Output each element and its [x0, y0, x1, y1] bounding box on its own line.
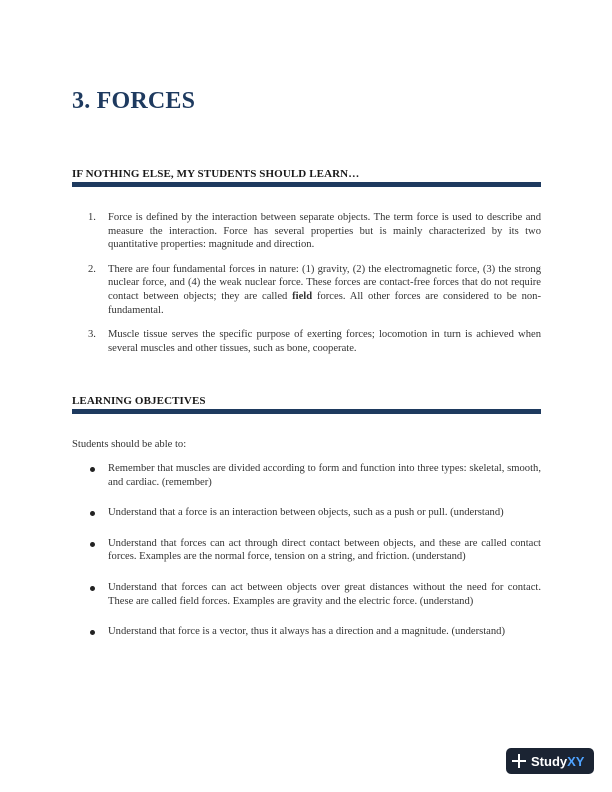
section-rule: [72, 409, 541, 414]
list-item-text: Muscle tissue serves the specific purpose of exerting forces; locomotion in turn is achieved when several muscles and other tissues, such as bone, cooperate.: [108, 329, 541, 354]
list-number: 2.: [88, 263, 96, 275]
bullet-icon: [90, 542, 95, 547]
list-item: [88, 625, 541, 639]
page-title: 3. FORCES: [72, 88, 196, 114]
studyxy-logo[interactable]: [506, 748, 594, 774]
list-number: 1.: [88, 212, 96, 223]
bullet-icon: [90, 511, 95, 516]
list-item-text: Force is defined by the interaction between separate objects. The term force is used to describe and measure the interaction. Force has several properties but is mainly characterized by its two quantitative properties: magnitude and direction.: [108, 212, 541, 251]
bold-term: field: [292, 290, 313, 302]
list-number: 3.: [88, 329, 96, 341]
objectives-list: [88, 462, 541, 639]
key-points-list: [88, 211, 541, 355]
list-item: [88, 211, 541, 252]
brand-name: Study: [531, 753, 568, 769]
bullet-icon: [90, 467, 95, 472]
section-heading-objectives: LEARNING OBJECTIVES: [72, 395, 206, 407]
list-item: [88, 263, 541, 317]
bullet-icon: [90, 630, 95, 635]
list-item-text: Understand that forces can act through direct contact between objects, and these are called contact forces. Examples are the normal force, tension on a string, and friction. (understand): [108, 537, 541, 563]
list-item-text: Understand that force is a vector, thus it always has a direction and a magnitude. (understand): [108, 626, 506, 638]
list-item-text: Understand that forces can act between objects over great distances without the need for contact. These are called field forces. Examples are gravity and the electric force. (understand): [108, 581, 541, 607]
list-item-text: Remember that muscles are divided according to form and function into three types: skeletal, smooth, and cardiac. (remember): [108, 463, 541, 488]
bullet-icon: [90, 586, 95, 591]
plus-icon: [512, 754, 526, 768]
list-item: [88, 506, 541, 520]
brand-accent: XY: [567, 753, 585, 769]
section-heading-learn: IF NOTHING ELSE, MY STUDENTS SHOULD LEARN…: [72, 168, 360, 180]
list-item: [88, 581, 541, 608]
list-item: [88, 537, 541, 564]
list-item: [88, 328, 541, 355]
list-item-text: Understand that a force is an interaction between objects, such as a push or pull. (understand): [108, 507, 504, 519]
list-item: [88, 462, 541, 489]
list-item-text: There are four fundamental forces in nature: (1) gravity, (2) the electromagnetic force, (3) the strong nuclear force, and (4) the weak nuclear force. These forces are contact-free forces that do not require contact between objects; they are called field forces. All other forces are considered to be non-fundamental.: [108, 263, 541, 316]
objectives-intro: Students should be able to:: [72, 439, 187, 450]
section-rule: [72, 182, 541, 187]
